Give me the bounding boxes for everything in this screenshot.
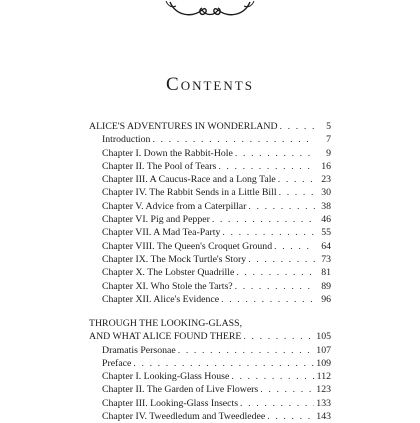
toc-entry-label: Chapter III. Looking-Glass Insects xyxy=(102,397,239,409)
toc-entry[interactable] xyxy=(89,397,331,410)
dot-leader xyxy=(248,200,315,213)
toc-entry[interactable] xyxy=(89,133,331,146)
toc-page-number: 16 xyxy=(321,160,331,172)
toc-entry-label: Chapter III. A Caucus-Race and a Long Tale xyxy=(102,174,276,186)
dot-leader xyxy=(243,330,314,343)
dot-leader xyxy=(212,213,315,226)
toc-entry-label: Chapter XII. Alice's Evidence xyxy=(102,293,220,305)
toc-entry[interactable] xyxy=(89,160,331,173)
toc-page-number: 55 xyxy=(321,227,331,239)
toc-entry[interactable] xyxy=(89,410,331,423)
toc-entry[interactable] xyxy=(89,344,331,357)
dot-leader xyxy=(274,240,315,253)
toc-entry[interactable] xyxy=(89,147,331,160)
toc-entry-label: Chapter VI. Pig and Pepper xyxy=(102,214,210,226)
toc-page-number: 38 xyxy=(321,200,331,212)
toc-page-number: 64 xyxy=(321,240,331,252)
toc-entry[interactable] xyxy=(89,357,331,370)
toc-entry-label: Introduction xyxy=(102,134,151,146)
toc-entry-label: Chapter VII. A Mad Tea-Party xyxy=(102,227,221,239)
page-title: Contents xyxy=(166,74,254,95)
toc-part-heading[interactable] xyxy=(89,120,331,133)
dot-leader xyxy=(218,160,315,173)
toc-heading-label: ALICE'S ADVENTURES IN WONDERLAND xyxy=(89,121,278,132)
dot-leader xyxy=(280,120,315,133)
toc-entry-label: Chapter V. Advice from a Caterpillar xyxy=(102,200,247,212)
toc-entry-label: Chapter IX. The Mock Turtle's Story xyxy=(102,253,247,265)
dot-leader xyxy=(236,266,315,279)
toc-entry[interactable] xyxy=(89,240,331,253)
toc-page-number: 112 xyxy=(316,371,331,383)
toc-part-heading[interactable] xyxy=(89,330,331,343)
toc-entry[interactable] xyxy=(89,226,331,239)
toc-page-number: 96 xyxy=(321,293,331,305)
dot-leader xyxy=(260,383,314,396)
toc-page-number: 105 xyxy=(316,331,331,343)
dot-leader xyxy=(222,226,315,239)
toc-entry[interactable] xyxy=(89,280,331,293)
toc-page-number: 7 xyxy=(326,134,331,146)
toc-heading-line[interactable]: THROUGH THE LOOKING-GLASS, xyxy=(89,318,243,329)
dot-leader xyxy=(267,410,314,423)
toc-page-number: 107 xyxy=(316,344,331,356)
toc-entry[interactable] xyxy=(89,213,331,226)
toc-page-number: 109 xyxy=(316,357,331,369)
toc-entry-label: Chapter IV. The Rabbit Sends in a Little Bill xyxy=(102,187,277,199)
toc-entry-label: Chapter X. The Lobster Quadrille xyxy=(102,267,235,279)
toc-page-number: 46 xyxy=(321,214,331,226)
toc-page-number: 9 xyxy=(326,147,331,159)
dot-leader xyxy=(278,173,315,186)
toc-entry-label: Chapter II. The Garden of Live Flowers xyxy=(102,384,259,396)
dot-leader xyxy=(178,344,315,357)
dot-leader xyxy=(279,186,315,199)
flourish-ornament-icon xyxy=(162,0,258,20)
toc-entry[interactable] xyxy=(89,266,331,279)
toc-entry[interactable] xyxy=(89,173,331,186)
dot-leader xyxy=(133,357,314,370)
toc-entry-label: Dramatis Personae xyxy=(102,344,176,356)
toc-entry[interactable] xyxy=(89,253,331,266)
toc-entry[interactable] xyxy=(89,186,331,199)
toc-entry-label: Chapter I. Down the Rabbit-Hole xyxy=(102,147,233,159)
toc-part-wonderland xyxy=(89,120,331,306)
toc-entry-label: Chapter VIII. The Queen's Croquet Ground xyxy=(102,240,273,252)
dot-leader xyxy=(240,397,314,410)
toc-entry-label: Chapter XI. Who Stole the Tarts? xyxy=(102,280,233,292)
dot-leader xyxy=(235,147,315,160)
toc-entry-label: Preface xyxy=(102,357,132,369)
toc-entry-label: Chapter II. The Pool of Tears xyxy=(102,160,217,172)
toc-entry[interactable] xyxy=(89,383,331,396)
dot-leader xyxy=(152,133,315,146)
toc-entry[interactable] xyxy=(89,370,331,383)
toc-page-number: 89 xyxy=(321,280,331,292)
toc-page-number: 143 xyxy=(316,411,331,423)
toc-page-number: 81 xyxy=(321,267,331,279)
dot-leader xyxy=(221,293,315,306)
toc-page-number: 5 xyxy=(326,121,331,132)
dot-leader xyxy=(248,253,315,266)
toc-page-number: 23 xyxy=(321,174,331,186)
toc-entry[interactable] xyxy=(89,200,331,213)
toc-entry[interactable] xyxy=(89,293,331,306)
toc-page-number: 30 xyxy=(321,187,331,199)
toc-entry-label: Chapter I. Looking-Glass House xyxy=(102,371,230,383)
toc-page-number: 73 xyxy=(321,253,331,265)
toc-part-looking-glass xyxy=(89,317,331,423)
dot-leader xyxy=(231,370,314,383)
toc-page-number: 123 xyxy=(316,384,331,396)
toc-heading-label: AND WHAT ALICE FOUND THERE xyxy=(89,331,242,343)
toc-page-number: 133 xyxy=(316,397,331,409)
dot-leader xyxy=(235,280,315,293)
toc-entry-label: Chapter IV. Tweedledum and Tweedledee xyxy=(102,411,266,423)
